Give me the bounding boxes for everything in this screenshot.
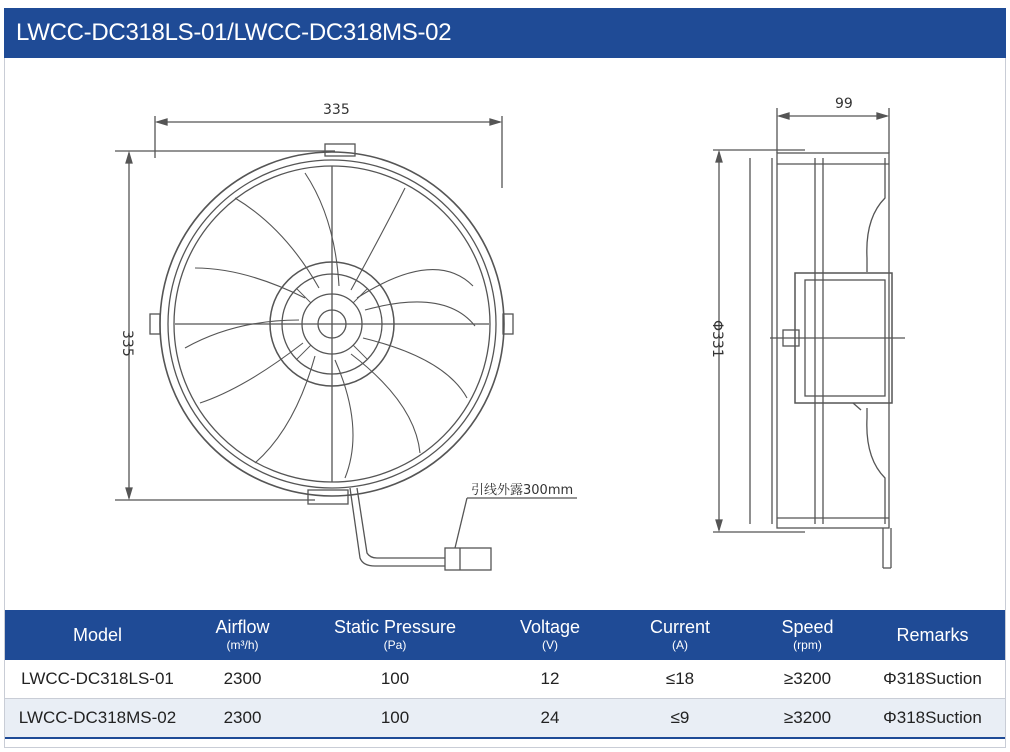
cell-remarks: Φ318Suction (860, 699, 1005, 739)
header-speed: Speed (rpm) (755, 610, 860, 660)
spec-table (5, 610, 1005, 739)
side-diameter-label: Φ331 (709, 320, 725, 358)
cell-voltage: 12 (495, 660, 605, 699)
cell-static-pressure: 100 (295, 699, 495, 739)
cell-model: LWCC-DC318MS-02 (5, 699, 190, 739)
front-view (115, 116, 577, 570)
header-static-pressure: Static Pressure (Pa) (295, 610, 495, 660)
header-voltage: Voltage (V) (495, 610, 605, 660)
cell-remarks: Φ318Suction (860, 660, 1005, 699)
header-model: Model (5, 610, 190, 660)
table-header-row (5, 610, 1005, 660)
cable-length-note: 引线外露300mm (471, 483, 574, 498)
cell-voltage: 24 (495, 699, 605, 739)
cell-current: ≤18 (605, 660, 755, 699)
header-airflow: Airflow (m³/h) (190, 610, 295, 660)
cell-static-pressure: 100 (295, 660, 495, 699)
side-view (713, 108, 905, 568)
cell-current: ≤9 (605, 699, 755, 739)
header-current: Current (A) (605, 610, 755, 660)
page-title: LWCC-DC318LS-01/LWCC-DC318MS-02 (4, 8, 1006, 58)
front-height-label: 335 (119, 330, 135, 357)
front-width-label: 335 (323, 102, 350, 118)
cell-speed: ≥3200 (755, 699, 860, 739)
header-remarks: Remarks (860, 610, 1005, 660)
cell-model: LWCC-DC318LS-01 (5, 660, 190, 699)
cell-airflow: 2300 (190, 699, 295, 739)
table-row (5, 660, 1005, 699)
fan-drawing-svg (5, 58, 1005, 610)
cell-speed: ≥3200 (755, 660, 860, 699)
side-depth-label: 99 (835, 96, 853, 112)
table-row (5, 699, 1005, 739)
technical-drawing (5, 58, 1005, 610)
cell-airflow: 2300 (190, 660, 295, 699)
